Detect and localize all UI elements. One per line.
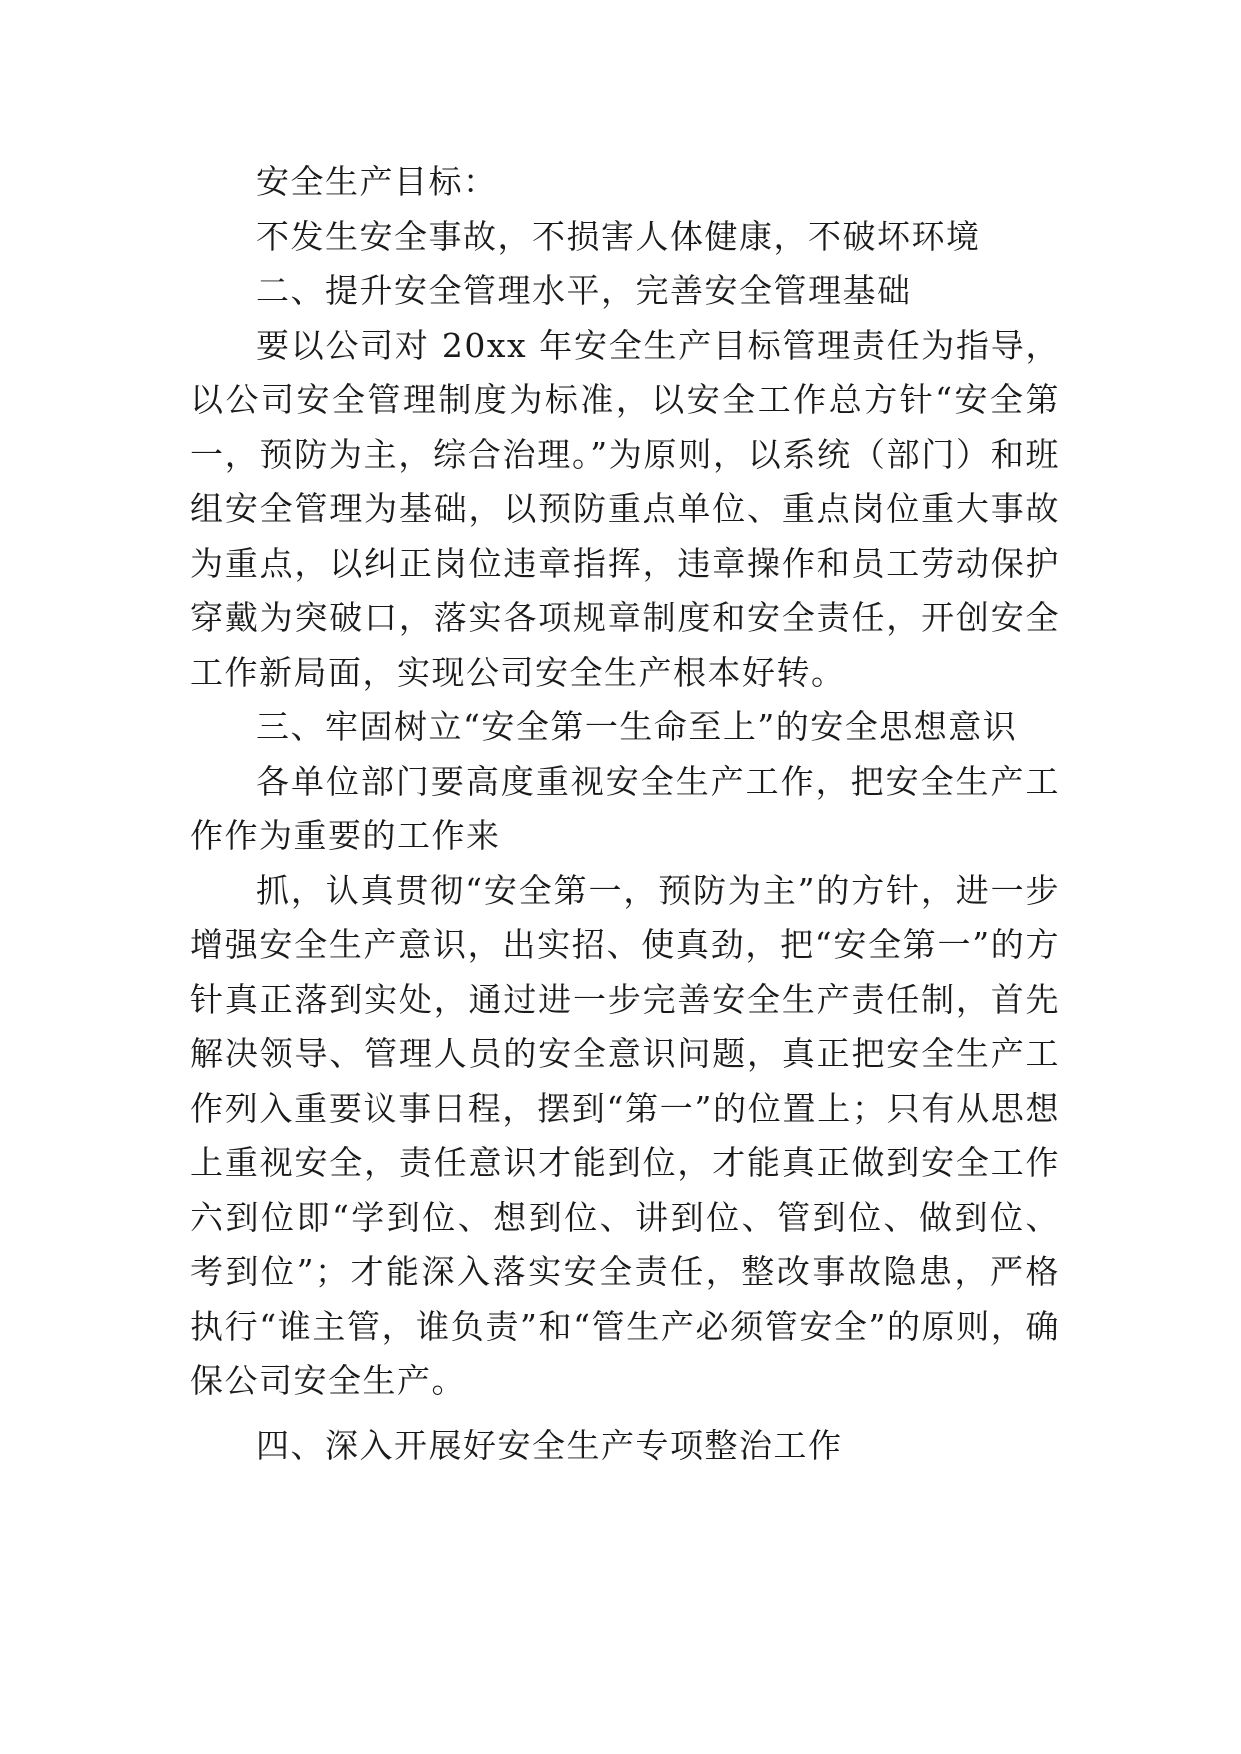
section-heading-3: 三、牢固树立“安全第一生命至上”的安全思想意识 bbox=[256, 707, 1018, 746]
paragraph-safety-goal-heading: 安全生产目标： bbox=[256, 162, 498, 201]
section-heading-4: 四、深入开展好安全生产专项整治工作 bbox=[256, 1425, 843, 1465]
section-heading-2: 二、提升安全管理水平，完善安全管理基础 bbox=[256, 271, 912, 310]
document-body bbox=[190, 155, 1060, 1473]
paragraph-safety-goal: 不发生安全事故，不损害人体健康，不破坏环境 bbox=[256, 216, 981, 256]
paragraph-section-2-body: 要以公司对 20xx 年安全生产目标管理责任为指导，以公司安全管理制度为标准，以安全工作总方针“安全第一，预防为主，综合治理。”为原则，以系统（部门）和班组安全管理为基础，以预防重点单位、重点岗位重大事故为重点，以纠正岗位违章指挥，违章操作和员工劳动保护穿戴为突破口，落实各项规章制度和安全责任，开创安全工作新局面，实现公司安全生产根本好转。 bbox=[190, 325, 1060, 692]
paragraph-section-3-body: 抓，认真贯彻“安全第一，预防为主”的方针，进一步增强安全生产意识，出实招、使真劲，把“安全第一”的方针真正落到实处，通过进一步完善安全生产责任制，首先解决领导、管理人员的安全意识问题，真正把安全生产工作列入重要议事日程，摆到“第一”的位置上；只有从思想上重视安全，责任意识才能到位，才能真正做到安全工作六到位即“学到位、想到位、讲到位、管到位、做到位、考到位”；才能深入落实安全责任，整改事故隐患，严格执行“谁主管，谁负责”和“管生产必须管安全”的原则，确保公司安全生产。 bbox=[190, 870, 1060, 1400]
paragraph-section-3-intro: 各单位部门要高度重视安全生产工作，把安全生产工作作为重要的工作来 bbox=[190, 761, 1060, 855]
